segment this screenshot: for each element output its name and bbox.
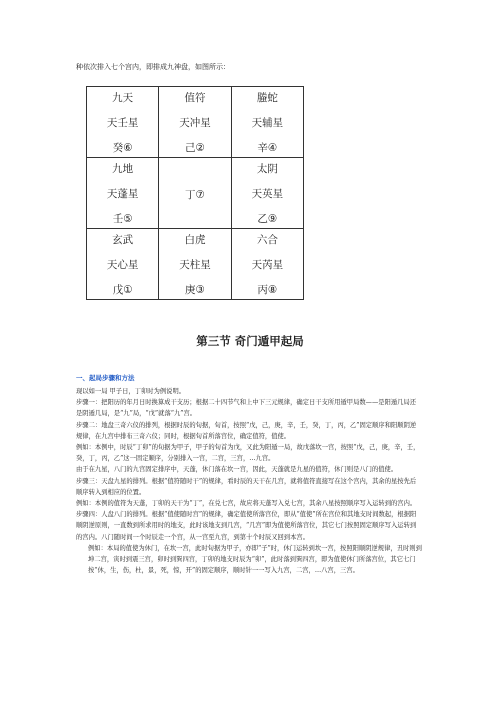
palace-cell: [87, 229, 159, 300]
palace-cell: [231, 229, 303, 300]
star-label: 天蓬星: [106, 188, 139, 200]
star-label: 天冲星: [179, 117, 211, 129]
subsection-heading: 一、起局步骤和方法: [76, 374, 135, 382]
paragraph: 步骤一：把阳历的年月日时换算成干支历；根据二十四节气和上中下三元规律，确定日干支所用遁甲局数——是阳遁几局还是阴遁几局，是“九”局，“戊”就落“九”宫。: [76, 399, 417, 418]
paragraph: 步骤四：人盘八门的排列。根据“值使随时宫”的规律，确定值使所落宫位，即从“值使”所在宫位和其地支时间数起，根据阳顺阴逆原则，一直数到所求用时的地支，此时该地支到几宫，“几宫”即为值使所落宫位，其它七门按照固定顺序写入运转到的宫内。八门随时间一个时辰走一个宫，从一宫至九宫，到第十个时辰又回到本宫。: [76, 511, 417, 541]
star-label: 天辅星: [251, 117, 284, 129]
paragraph: 例如：本例中，时辰“丁卯”的旬据为甲子，甲子的旬首为戊，又此为阳遁一局，故戊落坎一宫，按照“戊，己，庚，辛，壬，癸，丁，丙，乙”这一固定顺序，分别排入一宫，二宫，三宫，…九宫。: [76, 444, 420, 463]
paragraph: 例如：本例的值符为天蓬，丁卯的天干为“丁”，在兑七宫，故应将天蓬写入兑七宫，其余八星按照顺序写入运转到的宫内。: [76, 500, 417, 508]
star-label: 天壬星: [106, 117, 139, 129]
paragraph: 步骤二：地盘三奇六仪的排列，根据时辰的旬据，旬首，按照“戊，己，庚，辛，壬，癸，丁，丙，乙”固定顺序和阳顺阴逆规律，在九宫中排布三奇六仪；同时，根据旬首所落宫位，确定值符，值使。: [76, 421, 417, 440]
palace-cell: [87, 87, 159, 158]
stem-label: 己②: [185, 142, 205, 154]
deity-label: 太阴: [256, 163, 278, 175]
palace-cell: [87, 158, 159, 229]
star-label: 天柱星: [179, 259, 211, 271]
paragraph: 步骤三：天盘九星的排列。根据“值符随时干”的规律，看时辰的天干在几宫，就将值符直接写在这个宫内，其余的星按先后顺序转入到相应的位置。: [76, 477, 417, 496]
paragraph: 现以如一局 甲子日，丁卯时为例说明。: [76, 388, 186, 395]
stem-label: 乙⑨: [257, 213, 278, 225]
deity-label: 白虎: [184, 234, 206, 246]
paragraph: 由于在九星，八门的九宫固定排序中，天蓬，休门落在坎一宫，因此，天蓬就是九星的值符，休门则是八门的值使。: [76, 466, 398, 474]
palace-cell: [159, 229, 231, 300]
star-label: 天心星: [106, 259, 139, 271]
star-label: 天芮星: [251, 259, 284, 271]
deity-label: 六合: [256, 234, 278, 246]
nine-palace-grid: [86, 86, 304, 300]
body-text: [76, 386, 422, 576]
stem-label: 壬⑤: [112, 213, 133, 225]
palace-cell: [231, 158, 303, 229]
palace-cell-center: [159, 158, 231, 229]
stem-label: 庚③: [185, 284, 205, 296]
paragraph: 例如：本局的值使为休门，在坎一宫，此时旬据为甲子，亦即“子”时，休门运转到坎一宫，按照阳顺阴逆规律，丑时则到坤二宫，寅时到震三宫，卯时到巽四宫，丁卯的地支时辰为“卯”，此时落到巽四宫，即为值使休门所落宫位，其它七门按“休，生，伤，杜，景，死，惊，开”的固定顺序，顺时针一一写入九宫，二宫，…八宫，三宫。: [88, 544, 422, 575]
stem-label: 丙⑧: [257, 284, 278, 296]
center-stem-label: 丁⑦: [185, 189, 205, 201]
deity-label: 值符: [184, 92, 206, 104]
palace-cell: [159, 87, 231, 158]
intro-line: 种依次排入七个宫内，即排成九神盘，如图所示：: [76, 63, 230, 71]
deity-label: 九天: [112, 92, 134, 104]
deity-label: 九地: [112, 163, 134, 175]
section-heading: 第三节 奇门遁甲起局: [196, 334, 304, 348]
star-label: 天英星: [251, 188, 284, 200]
stem-label: 戊①: [112, 284, 133, 296]
stem-label: 癸⑥: [112, 142, 133, 154]
deity-label: 玄武: [112, 234, 134, 246]
stem-label: 辛④: [257, 142, 278, 154]
palace-cell: [231, 87, 303, 158]
deity-label: 螣蛇: [256, 92, 278, 104]
